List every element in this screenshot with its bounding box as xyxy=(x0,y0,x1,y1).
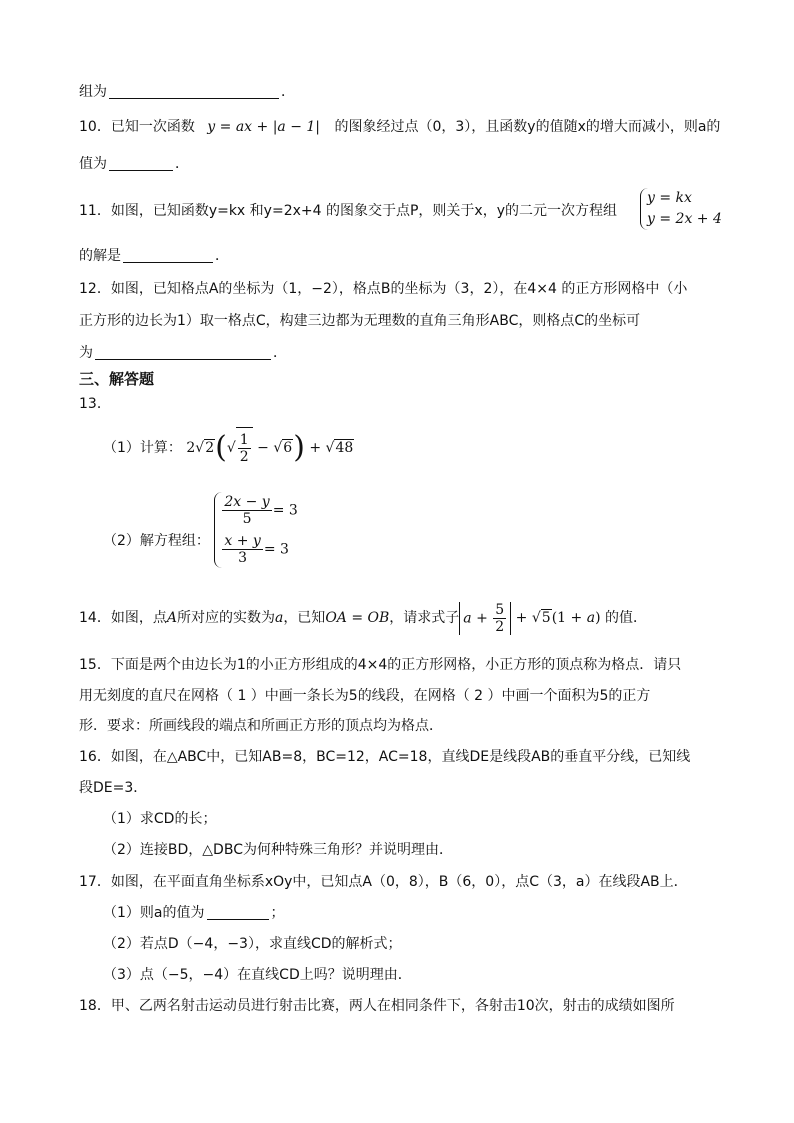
q13-eq1-denominator: 5 xyxy=(242,511,252,527)
q10-text2-prefix: 值为 xyxy=(79,156,107,172)
q12-line1 xyxy=(79,279,687,299)
q10-text1: 的图象经过点（0，3），且函数y的值随x的增大而减小，则a的 xyxy=(334,119,721,135)
q17-line1: 17．如图，在平面直角坐标系xOy中，已知点A（0，8），B（6，0），点C（3，a）在线段AB上． xyxy=(79,874,688,890)
q16-line1: 16．如图，在△ABC中，已知AB=8，BC=12，AC=18，直线DE是线段AB的垂直平分线，已知线 xyxy=(79,749,691,765)
q13-eq2-numerator: x + y xyxy=(224,533,261,549)
q10-label: 10．已知一次函数 xyxy=(79,119,195,135)
q10-answer-blank[interactable] xyxy=(109,155,173,171)
q14-point-a: A xyxy=(166,610,177,626)
q12-line2 xyxy=(79,311,640,331)
section-title-answers: 三、解答题 xyxy=(79,370,155,388)
q10-line1 xyxy=(79,117,720,137)
q14-var-a: a xyxy=(274,610,284,626)
q13-eq2-rhs: = 3 xyxy=(263,541,289,558)
q9-answer-blank[interactable] xyxy=(109,83,279,99)
q17-sub1 xyxy=(103,903,285,923)
q15-line1: 15．下面是两个由边长为1的小正方形组成的4×4的正方形网格，小正方形的顶点称为格点．请只 xyxy=(79,657,682,673)
q11-answer-prefix: 的解是 xyxy=(79,248,121,264)
q12-line3 xyxy=(79,343,287,363)
q11-text: 11．如图，已知函数y=kx 和y=2x+4 的图象交于点P，则关于x，y的二元一次方程组 xyxy=(79,203,617,219)
q17-answer-blank[interactable] xyxy=(207,904,269,920)
q14-equation: OA = OB xyxy=(325,610,390,626)
q13-eq1-numerator: 2x − y xyxy=(224,494,270,510)
q11-line2 xyxy=(79,246,229,266)
q14-expression: a + $\frac{5}{2}$ + √5(1 + a) xyxy=(459,610,600,626)
q12-line2-text: 正方形的边长为1）取一格点C，构建三边都为无理数的直角三角形ABC，则格点C的坐标可 xyxy=(79,313,641,329)
q14-part2: 所对应的实数为 xyxy=(176,610,275,626)
q17-sub3: （3）点（−5，−4）在直线CD上吗？说明理由． xyxy=(103,967,412,983)
q13-part2 xyxy=(103,492,298,568)
q9-prefix: 组为 xyxy=(79,84,107,100)
q10-text2-suffix: ． xyxy=(175,156,189,172)
q14-part4: ，请求式子 xyxy=(389,610,460,626)
q10-formula: y = ax + |a − 1| xyxy=(207,119,321,135)
q13-eq1-rhs: = 3 xyxy=(272,502,298,519)
q13-part2-label: （2）解方程组： xyxy=(103,533,210,549)
q11-line1 xyxy=(79,201,617,221)
q13-number: 13． xyxy=(79,396,111,412)
q12-answer-blank[interactable] xyxy=(95,344,271,360)
q16-sub2: （2）连接BD，△DBC为何种特殊三角形？并说明理由． xyxy=(103,842,453,858)
q11-eq2: y = 2x + 4 xyxy=(647,211,722,227)
q11-answer-blank[interactable] xyxy=(123,247,213,263)
q12-line1-text: 12．如图，已知格点A的坐标为（1，−2），格点B的坐标为（3，2），在4×4 的正方形网格中（小 xyxy=(79,281,688,297)
q14-part5: 的值． xyxy=(604,610,647,626)
q13-part1-expression: 2√2(√ $\frac{1}{2}$ − √6) + √48 xyxy=(186,440,354,456)
q15-line2: 用无刻度的直尺在网格（ 1 ）中画一条长为5的线段，在网格（ 2 ）中画一个面积为5的正方 xyxy=(79,688,651,704)
q17-sub2: （2）若点D（−4，−3），求直线CD的解析式； xyxy=(103,936,402,952)
q17-sub1-prefix: （1）则a的值为 xyxy=(103,905,205,921)
q12-line3-prefix: 为 xyxy=(79,345,93,361)
q14-part1: 14．如图，点 xyxy=(79,610,167,626)
q13-part1 xyxy=(103,427,354,471)
q16-line2: 段DE=3． xyxy=(79,780,148,796)
q9-answer-line xyxy=(79,82,295,102)
q13-equation-system xyxy=(214,492,297,568)
q11-answer-suffix: ． xyxy=(215,248,229,264)
q10-line2 xyxy=(79,154,189,174)
q14-part3: ，已知 xyxy=(283,610,326,626)
q11-equation-system xyxy=(636,188,722,230)
q14-line xyxy=(79,598,647,638)
q15-line3: 形．要求：所画线段的端点和所画正方形的顶点均为格点． xyxy=(79,718,443,734)
q16-sub1: （1）求CD的长； xyxy=(103,811,217,827)
q17-sub1-suffix: ； xyxy=(270,905,285,921)
q11-eq1: y = kx xyxy=(647,190,692,206)
q13-part1-label: （1）计算： xyxy=(103,440,182,456)
q18-line1: 18．甲、乙两名射击运动员进行射击比赛，两人在相同条件下，各射击10次，射击的成绩如图所 xyxy=(79,998,675,1014)
q13-eq2-denominator: 3 xyxy=(238,550,248,566)
q12-line3-suffix: ． xyxy=(273,345,287,361)
q9-suffix: ． xyxy=(281,84,295,100)
